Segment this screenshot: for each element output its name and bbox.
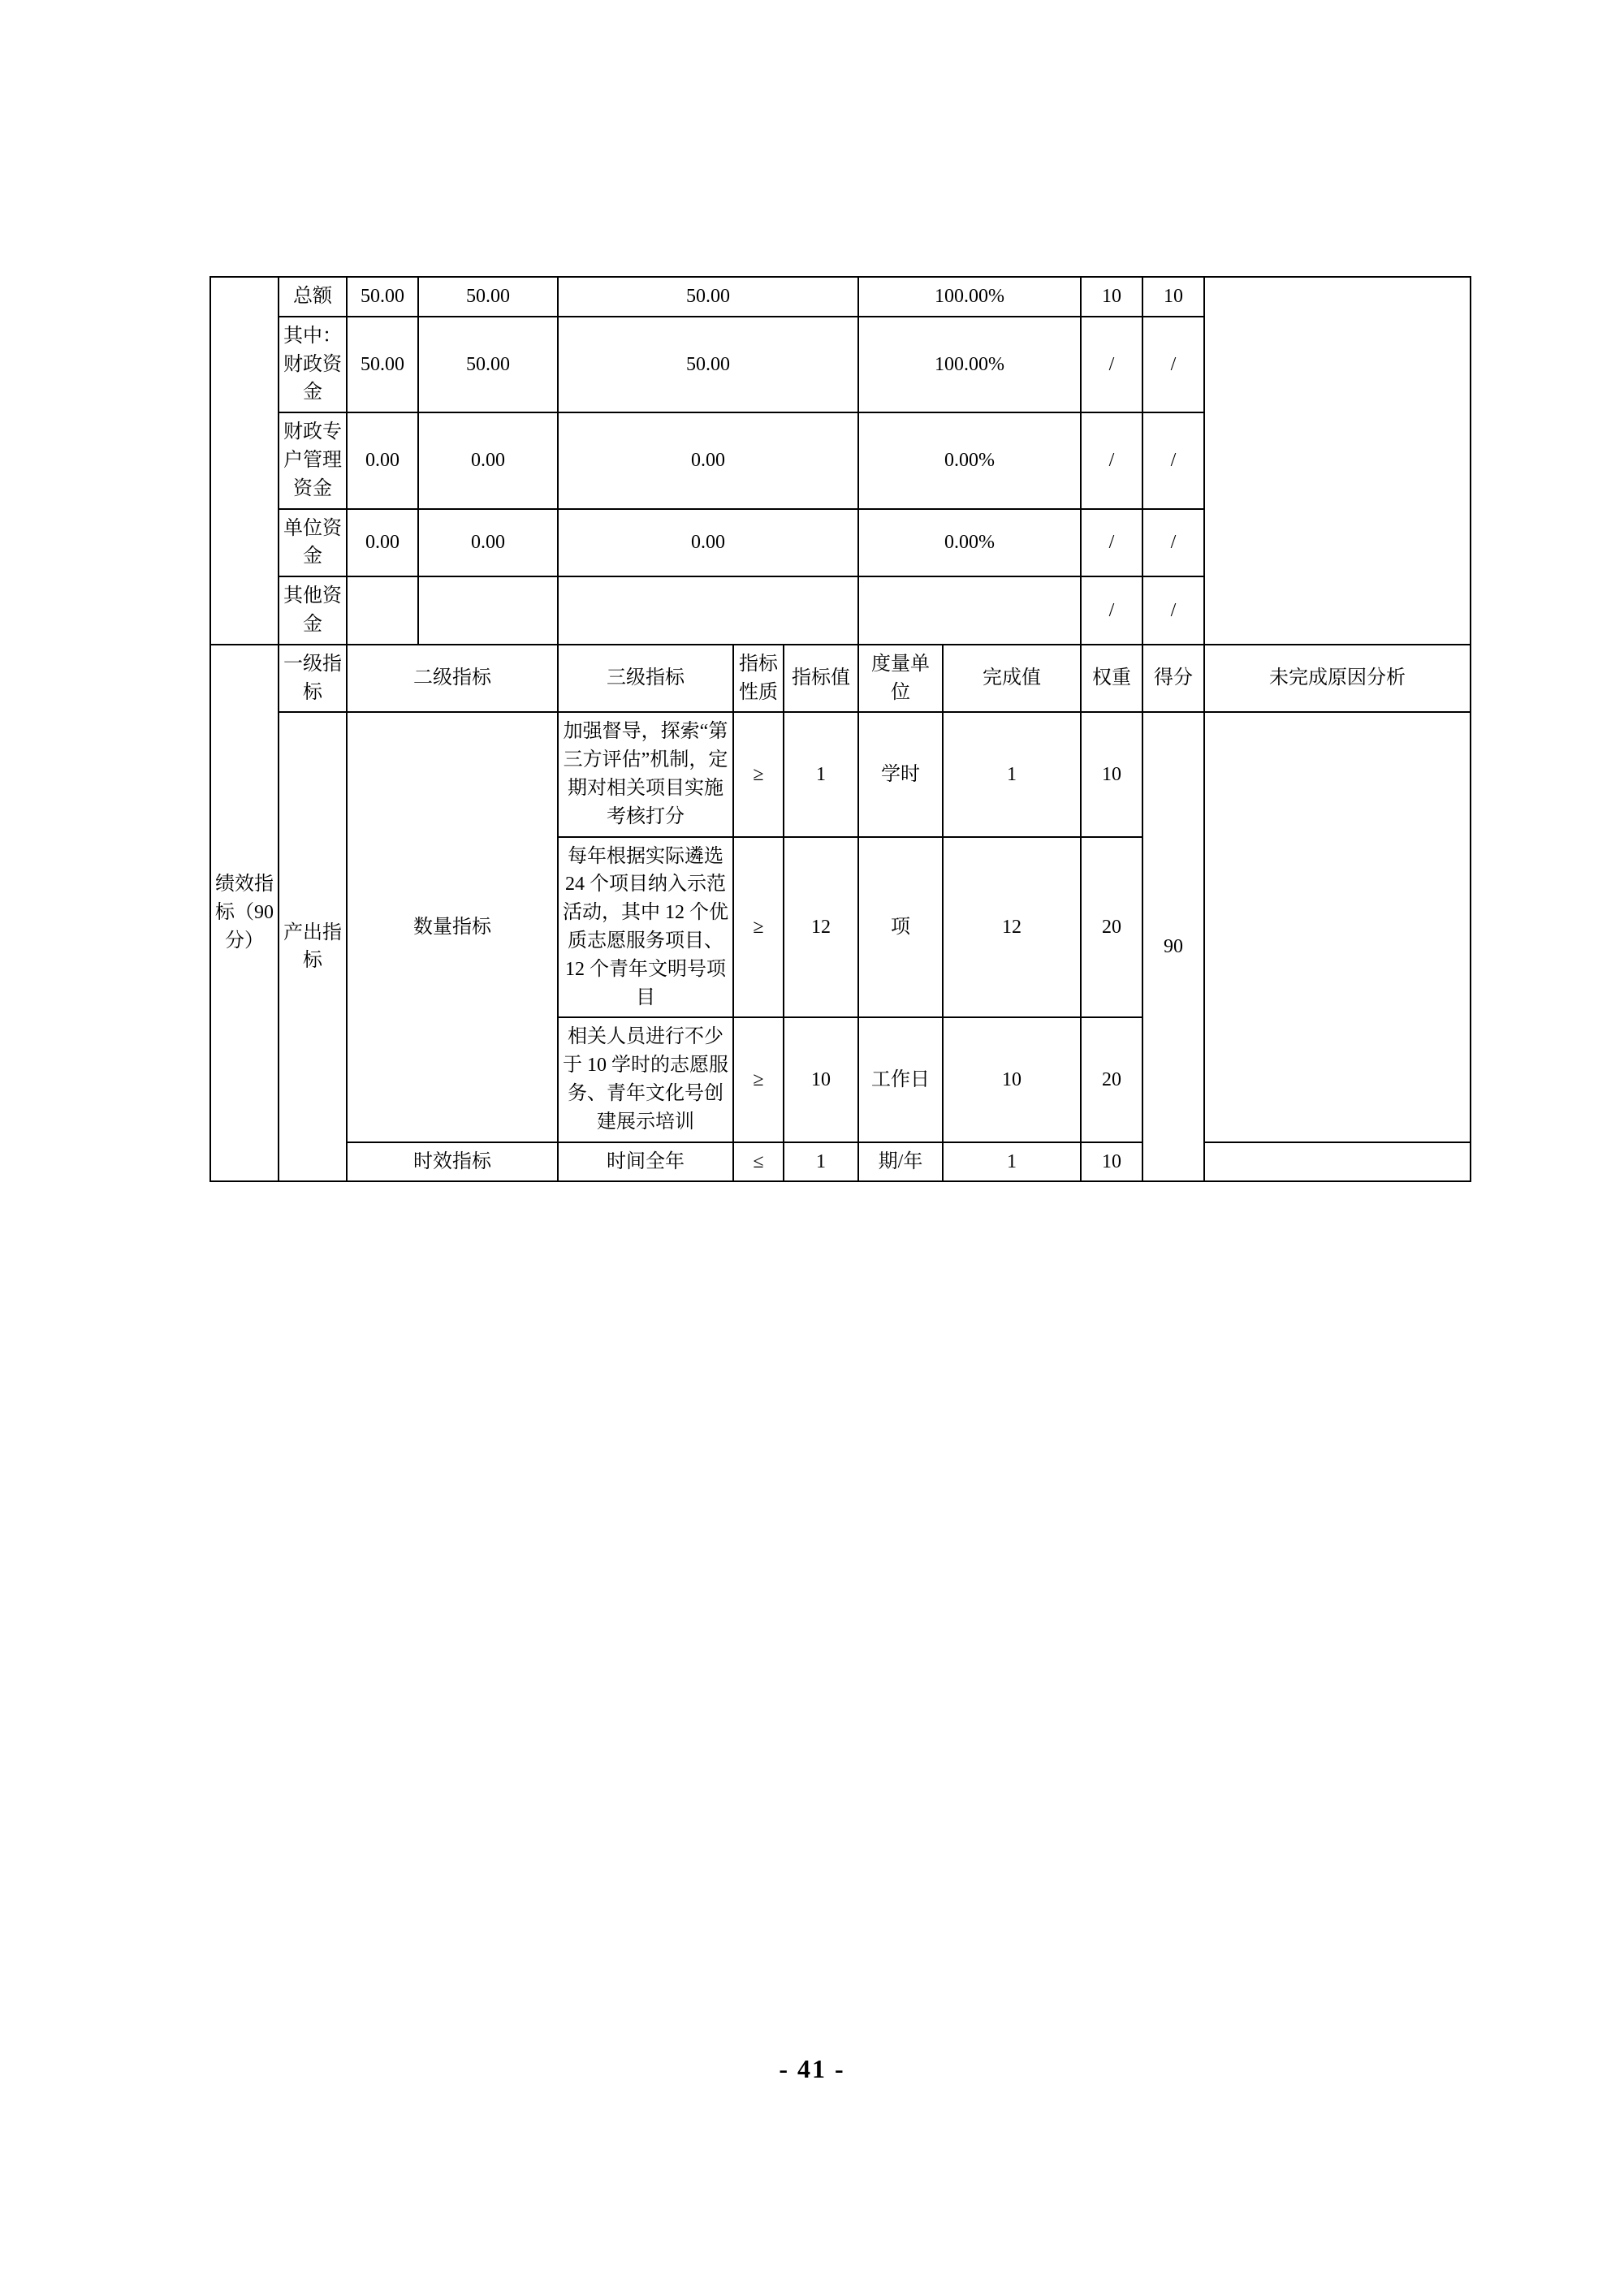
funding-score: / [1142,317,1204,412]
funding-rate: 0.00% [858,412,1081,508]
indicator-value: 1 [784,1142,858,1182]
performance-table-container [209,276,1470,1182]
indicator-total-score: 90 [1142,712,1204,1181]
indicator-completed: 1 [943,712,1081,836]
indicator-quantity-label: 数量指标 [347,712,558,1142]
indicator-level3: 加强督导，探索“第三方评估”机制，定期对相关项目实施考核打分 [558,712,733,836]
indicator-weight: 20 [1081,837,1142,1018]
indicator-weight: 20 [1081,1017,1142,1142]
funding-label: 其他资金 [279,576,347,645]
funding-budget: 50.00 [347,277,418,317]
funding-weight: / [1081,317,1142,412]
funding-actual [558,576,858,645]
funding-label: 总额 [279,277,347,317]
indicator-completed: 12 [943,837,1081,1018]
indicator-reason [1204,712,1471,1142]
header-weight: 权重 [1081,645,1142,713]
indicator-unit: 期/年 [858,1142,943,1182]
indicator-value: 1 [784,712,858,836]
table-row [210,1142,1471,1182]
header-nature: 指标性质 [733,645,784,713]
indicator-unit: 项 [858,837,943,1018]
page-number: - 41 - [779,2054,845,2083]
header-level3: 三级指标 [558,645,733,713]
funding-budget [347,576,418,645]
indicator-level3: 每年根据实际遴选 24 个项目纳入示范活动，其中 12 个优质志愿服务项目、12 个青年文明号项目 [558,837,733,1018]
funding-actual: 0.00 [558,509,858,577]
funding-rate: 100.00% [858,277,1081,317]
funding-score: / [1142,576,1204,645]
funding-final: 0.00 [418,412,558,508]
funding-rate [858,576,1081,645]
funding-weight: 10 [1081,277,1142,317]
indicator-nature: ≥ [733,712,784,836]
funding-budget: 0.00 [347,412,418,508]
funding-actual: 50.00 [558,277,858,317]
funding-budget: 0.00 [347,509,418,577]
indicator-level3: 相关人员进行不少于 10 学时的志愿服务、青年文化号创建展示培训 [558,1017,733,1142]
header-value: 指标值 [784,645,858,713]
table-row [210,712,1471,836]
table-row [210,277,1471,317]
funding-score: 10 [1142,277,1204,317]
funding-reason [1204,277,1471,645]
funding-label: 财政专户管理资金 [279,412,347,508]
indicator-header-row [210,645,1471,713]
funding-final: 0.00 [418,509,558,577]
header-reason: 未完成原因分析 [1204,645,1471,713]
indicator-value: 10 [784,1017,858,1142]
indicator-weight: 10 [1081,712,1142,836]
funding-label: 其中：财政资金 [279,317,347,412]
indicator-nature: ≥ [733,837,784,1018]
indicator-nature: ≥ [733,1017,784,1142]
funding-weight: / [1081,412,1142,508]
performance-table [209,276,1471,1182]
funding-rate: 0.00% [858,509,1081,577]
indicator-nature: ≤ [733,1142,784,1182]
header-score: 得分 [1142,645,1204,713]
funding-actual: 0.00 [558,412,858,508]
indicator-completed: 10 [943,1017,1081,1142]
header-level2: 二级指标 [347,645,558,713]
funding-score: / [1142,412,1204,508]
header-completed: 完成值 [943,645,1081,713]
funding-score: / [1142,509,1204,577]
indicator-weight: 10 [1081,1142,1142,1182]
funding-weight: / [1081,509,1142,577]
funding-final: 50.00 [418,317,558,412]
funding-label: 单位资金 [279,509,347,577]
indicator-output-label: 产出指标 [279,712,347,1181]
indicator-timeliness-label: 时效指标 [347,1142,558,1182]
funding-final: 50.00 [418,277,558,317]
funding-budget: 50.00 [347,317,418,412]
funding-final [418,576,558,645]
indicator-reason [1204,1142,1471,1182]
funding-weight: / [1081,576,1142,645]
indicator-level1-group: 绩效指标（90分） [210,645,279,1182]
funding-rate: 100.00% [858,317,1081,412]
header-level1: 一级指标 [279,645,347,713]
funding-actual: 50.00 [558,317,858,412]
header-unit: 度量单位 [858,645,943,713]
indicator-level3: 时间全年 [558,1142,733,1182]
funding-section-spacer [210,277,279,645]
indicator-completed: 1 [943,1142,1081,1182]
indicator-unit: 工作日 [858,1017,943,1142]
indicator-unit: 学时 [858,712,943,836]
indicator-value: 12 [784,837,858,1018]
